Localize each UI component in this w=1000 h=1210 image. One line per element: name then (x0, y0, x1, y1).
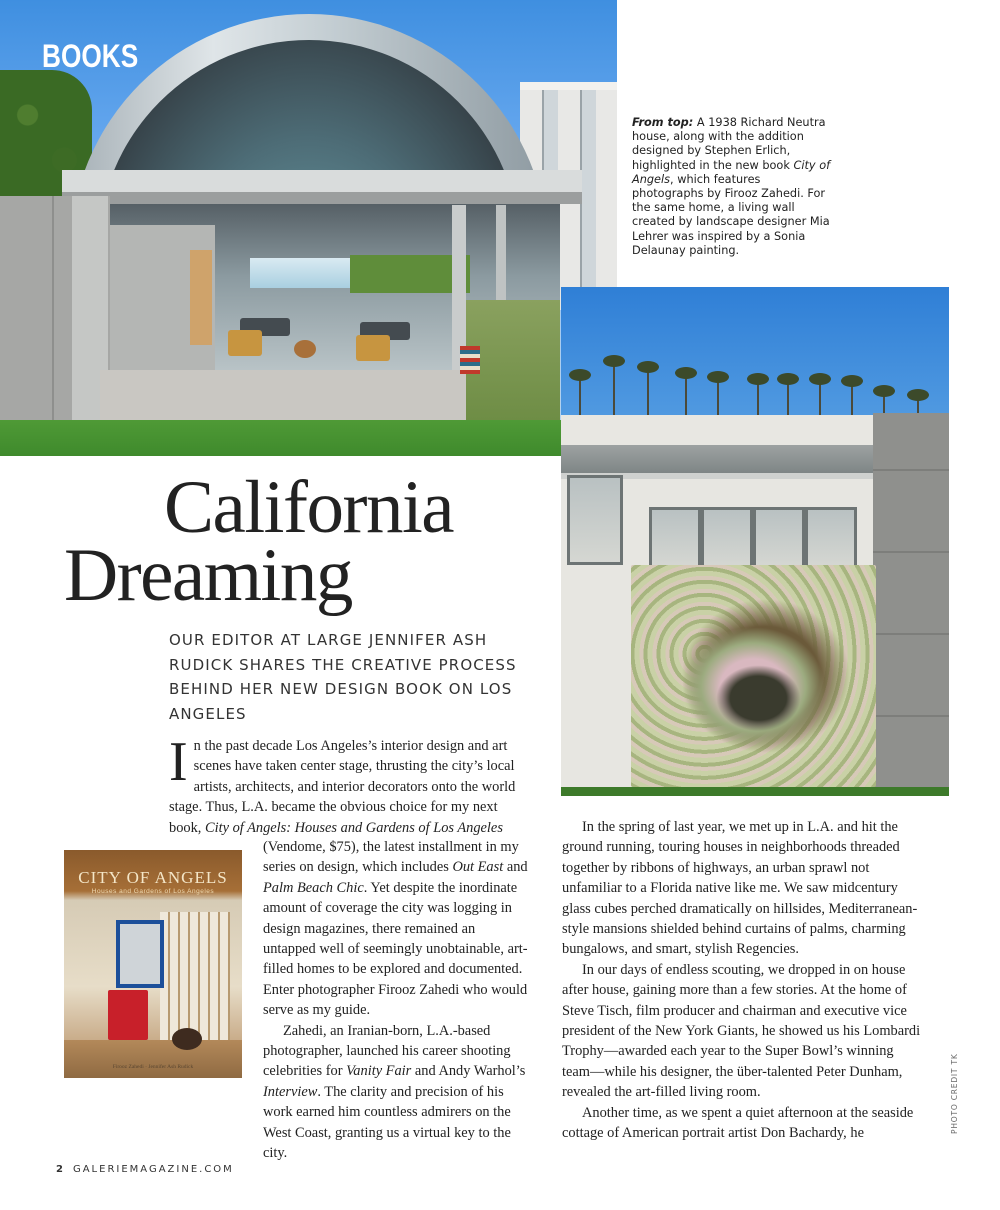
floor (64, 1040, 242, 1078)
palm-fronds (707, 371, 729, 383)
lawn (0, 420, 617, 456)
bookshelf (160, 912, 230, 1042)
paragraph-text: n the past decade Los Angeles’s interior design and art scenes have taken center stage, thrusting the city’s local artists, architects, and interior decorators onto the world stage. Thus, L.A. became the obvious choice for my next book, (169, 738, 516, 836)
section-label: BOOKS (42, 38, 139, 74)
roof-beam-shadow (62, 192, 582, 204)
photo-caption (632, 116, 832, 258)
paragraph: In our days of endless scouting, we dropped in on house after house, gaining more than a few stories. At the home of Steve Tisch, film producer and chairman and executive vice president of the New York Giants, he showed us his Lombardi Trophy—awarded each year to the Super Bowl’s winning team—while his designer, the über-talented Peter Dunham, revealed the art-filled living room. (562, 961, 921, 1101)
body-column-2 (562, 817, 922, 1144)
book-title: City of Angels: Houses and Gardens of Los Angeles (204, 819, 503, 836)
palm-fronds (907, 389, 929, 401)
headline-line-1: California (164, 466, 454, 549)
palm-tree (647, 367, 649, 415)
palm-tree (685, 373, 687, 415)
paragraph-text: . Yet despite the inordinate amount of coverage the city was logging in design magazines, there remained an untapped well of seemingly unobtainable, art-filled homes to be explored and documented. Enter photographer Firooz Zahedi who would serve as my guide. (263, 879, 528, 1019)
palm-fronds (675, 367, 697, 379)
palm-fronds (603, 355, 625, 367)
red-chair (108, 990, 148, 1040)
living-wall-photo (561, 287, 949, 796)
drop-cap: I (169, 736, 188, 793)
book-cover (64, 850, 242, 1078)
palm-fronds (809, 373, 831, 385)
window (805, 507, 857, 569)
book-cover-subtitle: Houses and Gardens of Los Angeles (91, 888, 215, 895)
roof-beam (62, 170, 582, 192)
page-number: 2 (56, 1164, 65, 1175)
palm-fronds (637, 361, 659, 373)
paragraph-text: and Andy Warhol’s (411, 1063, 526, 1080)
striped-stool (460, 346, 480, 374)
paragraph (169, 736, 519, 837)
paragraph: Another time, as we spent a quiet afternoon at the seaside cottage of American portrait artist Don Bachardy, he (562, 1104, 914, 1142)
armchair (356, 335, 390, 361)
photo-credit: PHOTO CREDIT TK (950, 1053, 959, 1134)
book-cover-authors: Firooz Zahedi · Jennifer Ash Rudick (112, 1064, 194, 1070)
paragraph-text: Zahedi, an Iranian-born, L.A.-based photographer, launched his career shooting celebrities for (263, 1022, 511, 1080)
headline (64, 466, 504, 617)
palm-tree (579, 375, 581, 415)
palm-fronds (777, 373, 799, 385)
book-title: Palm Beach Chic (263, 879, 364, 896)
window (567, 475, 623, 565)
caption-text: , which features photographs by Firooz Zahedi. For the same home, a living wall created by landscape designer Mia Lehrer was inspired by a Sonia Delaunay painting. (632, 172, 830, 257)
wall-panel (190, 250, 212, 345)
side-table (172, 1028, 202, 1050)
body-column-1-continued (263, 837, 531, 1164)
magazine-title: Interview (263, 1083, 318, 1100)
blue-artwork (116, 920, 164, 988)
site-url: GALERIEMAGAZINE.COM (72, 1164, 234, 1175)
caption-book-title: City of Angels (632, 158, 831, 186)
paragraph-text: . The clarity and precision of his work earned him countless admirers on the West Coast, granting us a virtual key to the city. (263, 1083, 511, 1162)
garden-bed (466, 300, 560, 420)
side-table (294, 340, 316, 358)
top-photo (0, 0, 617, 456)
living-wall (631, 565, 876, 787)
caption-lead: From top: (632, 116, 694, 129)
footer (56, 1164, 234, 1175)
grass (561, 787, 949, 796)
palm-fronds (569, 369, 591, 381)
window (753, 507, 805, 569)
headline-line-2: Dreaming (64, 534, 352, 617)
palm-fronds (873, 385, 895, 397)
caption-text: A 1938 Richard Neutra house, along with the addition designed by Stephen Erlich, highlighted in the new book (632, 116, 826, 172)
window (701, 507, 753, 569)
body-column-1 (169, 736, 519, 837)
armchair (228, 330, 262, 356)
paragraph-text: (Vendome, $75), the latest installment in my series on design, which includes (263, 839, 519, 876)
window (649, 507, 701, 569)
paragraph (263, 837, 531, 1021)
book-cover-title: CITY OF ANGELS (78, 868, 228, 887)
palm-tree (613, 361, 615, 415)
book-title: Out East (452, 859, 504, 876)
paragraph (263, 1021, 531, 1164)
palm-fronds (747, 373, 769, 385)
concrete-wall (873, 413, 949, 796)
paragraph-text: and (503, 859, 528, 876)
paragraph: In the spring of last year, we met up in L.A. and hit the ground running, touring houses in neighborhoods threaded together by ribbons of highways, an urban sprawl not unfamiliar to a Florida native like me. We saw midcentury glass cubes perched dramatically on hillsides, Mediterranean-style mansions shielded behind curtains of palms, charming bungalows, and smart, stylish Regencies. (562, 819, 918, 958)
dek: OUR EDITOR AT LARGE JENNIFER ASH RUDICK SHARES THE CREATIVE PROCESS BEHIND HER NEW DESIGN BOOK ON LOS ANGELES (169, 631, 517, 723)
magazine-title: Vanity Fair (346, 1063, 412, 1080)
palm-fronds (841, 375, 863, 387)
